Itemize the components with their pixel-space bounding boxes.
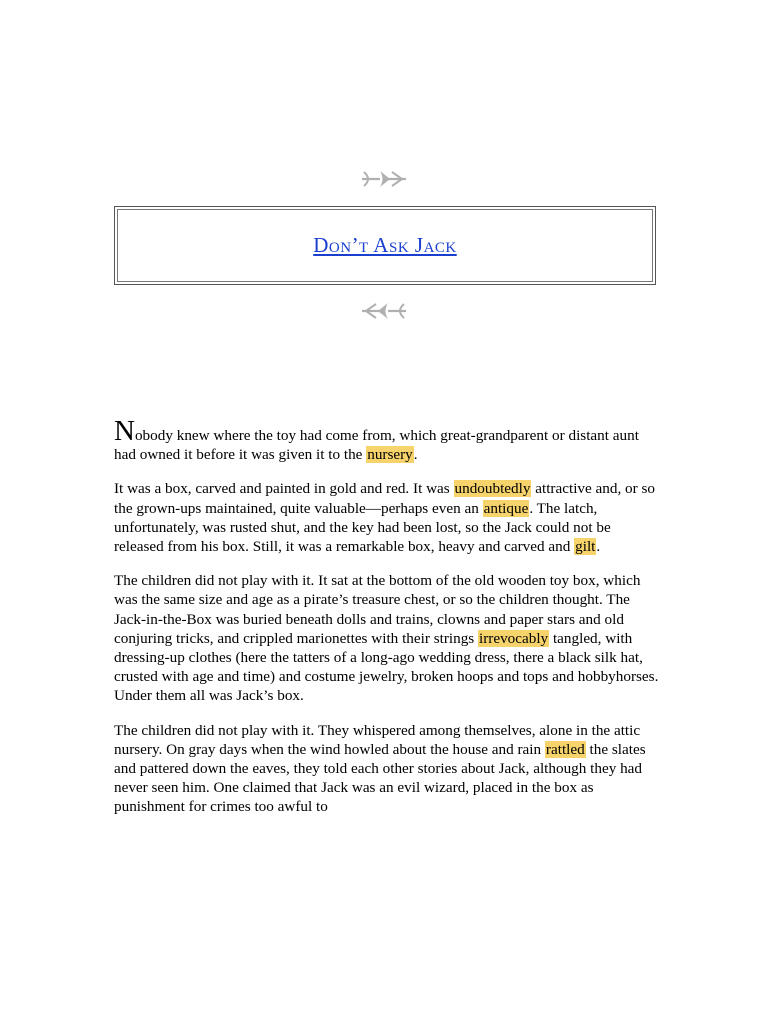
paragraph-2 xyxy=(114,479,659,556)
paragraph-3 xyxy=(114,571,659,705)
ornament-arrow-icon xyxy=(360,168,408,190)
highlighted-word: rattled xyxy=(545,740,585,758)
paragraph-4 xyxy=(114,721,659,817)
highlighted-word: gilt xyxy=(575,538,596,556)
drop-cap: N xyxy=(114,415,135,447)
highlighted-word: irrevocably xyxy=(479,629,549,647)
story-text xyxy=(114,415,659,832)
chapter-title-link[interactable]: Don’t Ask Jack xyxy=(313,233,457,257)
text-run: The children did not play with it. It sat at the bottom of the old wooden toy box, which was the same size and age as a pirate’s treasure chest, or so the children thought. The Jack-in-the-Box was buried beneath dolls and trains, clowns and paper stars and old conjuring tricks, and crippled marionettes with their strings xyxy=(114,572,641,647)
highlighted-word: nursery xyxy=(367,446,413,464)
text-run: The children did not play with it. They whispered among themselves, alone in the attic nursery. On gray days when the wind howled about the house and rain xyxy=(114,721,641,758)
text-run: the slates and pattered down the eaves, they told each other stories about Jack, although they had never seen him. One claimed that Jack was an evil wizard, placed in the box as punishment for crimes too awful to xyxy=(114,740,646,816)
bottom-ornament xyxy=(0,300,768,327)
highlighted-word: antique xyxy=(483,499,529,517)
highlighted-word: undoubtedly xyxy=(454,480,531,498)
text-run: It was a box, carved and painted in gold and red. It was xyxy=(114,480,454,498)
text-run: tangled, with dressing-up clothes (here the tatters of a long-ago wedding dress, there a black silk hat, crusted with age and time) and costume jewelry, broken hoops and tops and hobbyhorses. Under them all was Jack’s box. xyxy=(114,629,659,705)
ornament-arrow-icon xyxy=(360,300,408,322)
paragraph-1 xyxy=(114,415,659,464)
text-run: attractive and, or so the grown-ups maintained, quite valuable—perhaps even an xyxy=(114,480,656,517)
text-run: . xyxy=(413,446,418,464)
text-run: . The latch, unfortunately, was rusted shut, and the key had been lost, so the Jack could not be released from his box. Still, it was a remarkable box, heavy and carved and xyxy=(114,499,611,556)
text-run: . xyxy=(596,538,601,556)
text-run: obody knew where the toy had come from, which great-grandparent or distant aunt had owned it before it was given it to the xyxy=(114,427,639,464)
top-ornament xyxy=(0,168,768,195)
title-frame-inner xyxy=(117,209,653,282)
title-frame xyxy=(114,206,656,285)
